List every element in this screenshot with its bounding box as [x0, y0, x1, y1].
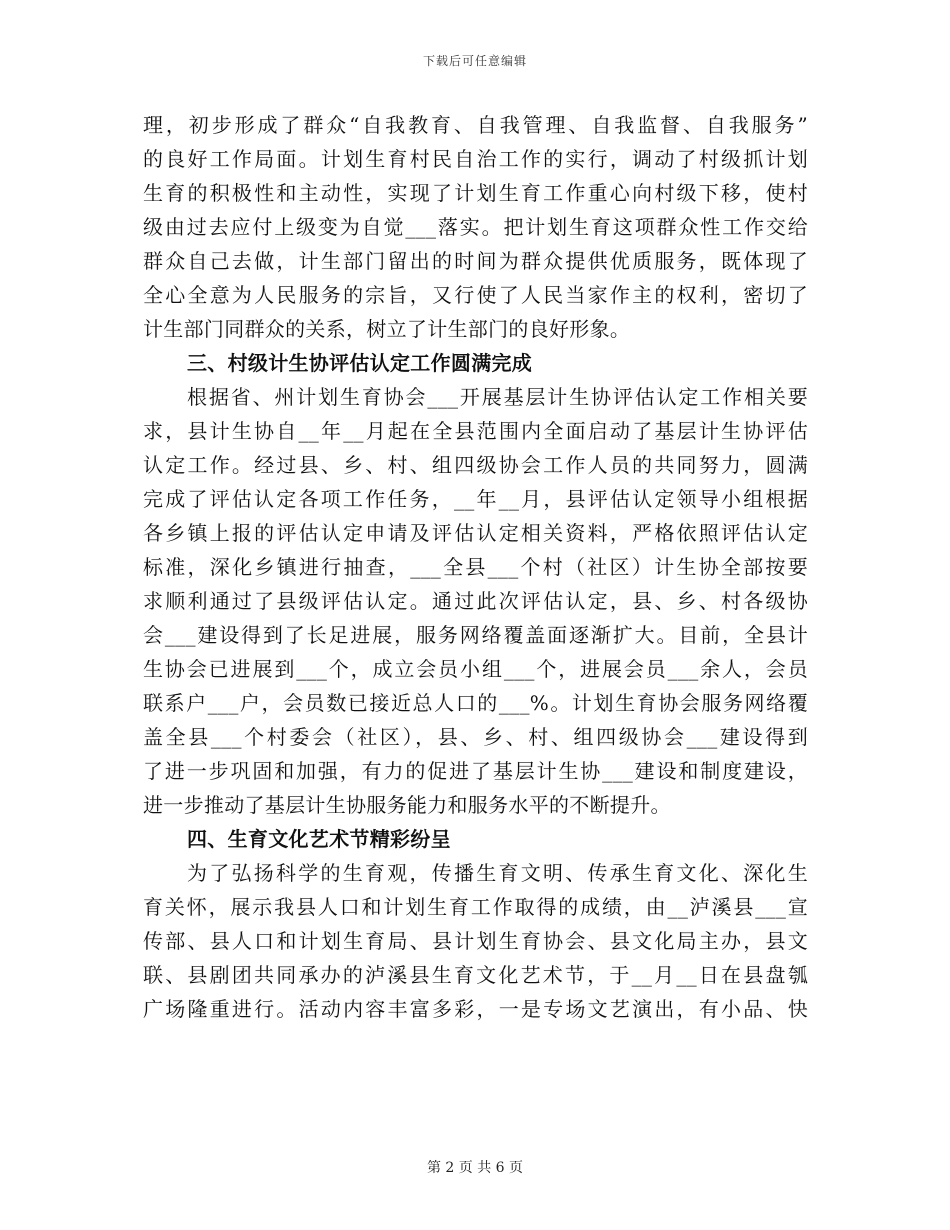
body-line: 各乡镇上报的评估认定申请及评估认定相关资料，严格依照评估认定	[143, 521, 808, 545]
body-line: 育关怀，展示我县人口和计划生育工作取得的成绩，由__泸溪县___宣	[143, 895, 808, 919]
body-line: 联、县剧团共同承办的泸溪县生育文化艺术节，于__月__日在县盘瓠	[143, 963, 808, 987]
body-line: 传部、县人口和计划生育局、县计划生育协会、县文化局主办，县文	[143, 929, 808, 953]
body-line: 的良好工作局面。计划生育村民自治工作的实行，调动了村级抓计划	[143, 147, 808, 171]
body-line: 联系户___户，会员数已接近总人口的___%。计划生育协会服务网络覆	[143, 691, 808, 715]
body-line: 理，初步形成了群众“自我教育、自我管理、自我监督、自我服务”	[143, 113, 808, 137]
body-line: 级由过去应付上级变为自觉___落实。把计划生育这项群众性工作交给	[143, 215, 808, 239]
body-line: 生协会已进展到___个，成立会员小组___个，进展会员___余人，会员	[143, 657, 808, 681]
section-heading: 四、生育文化艺术节精彩纷呈	[187, 827, 451, 851]
body-line: 全心全意为人民服务的宗旨，又行使了人民当家作主的权利，密切了	[143, 283, 808, 307]
page-number: 第 2 页 共 6 页	[426, 1160, 524, 1176]
body-line: 认定工作。经过县、乡、村、组四级协会工作人员的共同努力，圆满	[143, 453, 808, 477]
body-line: 生育的积极性和主动性，实现了计划生育工作重心向村级下移，使村	[143, 181, 808, 205]
body-line: 求顺利通过了县级评估认定。通过此次评估认定，县、乡、村各级协	[143, 589, 808, 613]
body-line: 计生部门同群众的关系，树立了计生部门的良好形象。	[143, 317, 631, 341]
body-line: 了进一步巩固和加强，有力的促进了基层计生协___建设和制度建设，	[143, 759, 808, 783]
body-line: 盖全县___个村委会（社区），县、乡、村、组四级协会___建设得到	[143, 725, 808, 749]
body-line: 广场隆重进行。活动内容丰富多彩，一是专场文艺演出，有小品、快	[143, 997, 808, 1021]
section-heading: 三、村级计生协评估认定工作圆满完成	[187, 351, 533, 375]
page-header-note: 下载后可任意编辑	[422, 54, 527, 68]
body-line: 群众自己去做，计生部门留出的时间为群众提供优质服务，既体现了	[143, 249, 808, 273]
body-line: 标准，深化乡镇进行抽查，___全县___个村（社区）计生协全部按要	[143, 555, 808, 579]
body-line: 完成了评估认定各项工作任务，__年__月，县评估认定领导小组根据	[143, 487, 808, 511]
body-line: 根据省、州计划生育协会___开展基层计生协评估认定工作相关要	[187, 385, 808, 409]
body-line: 会___建设得到了长足进展，服务网络覆盖面逐渐扩大。目前，全县计	[143, 623, 808, 647]
body-line: 为了弘扬科学的生育观，传播生育文明、传承生育文化、深化生	[187, 861, 808, 885]
document-body	[143, 108, 808, 1026]
body-line: 进一步推动了基层计生协服务能力和服务水平的不断提升。	[143, 793, 671, 817]
body-line: 求，县计生协自__年__月起在全县范围内全面启动了基层计生协评估	[143, 419, 808, 443]
